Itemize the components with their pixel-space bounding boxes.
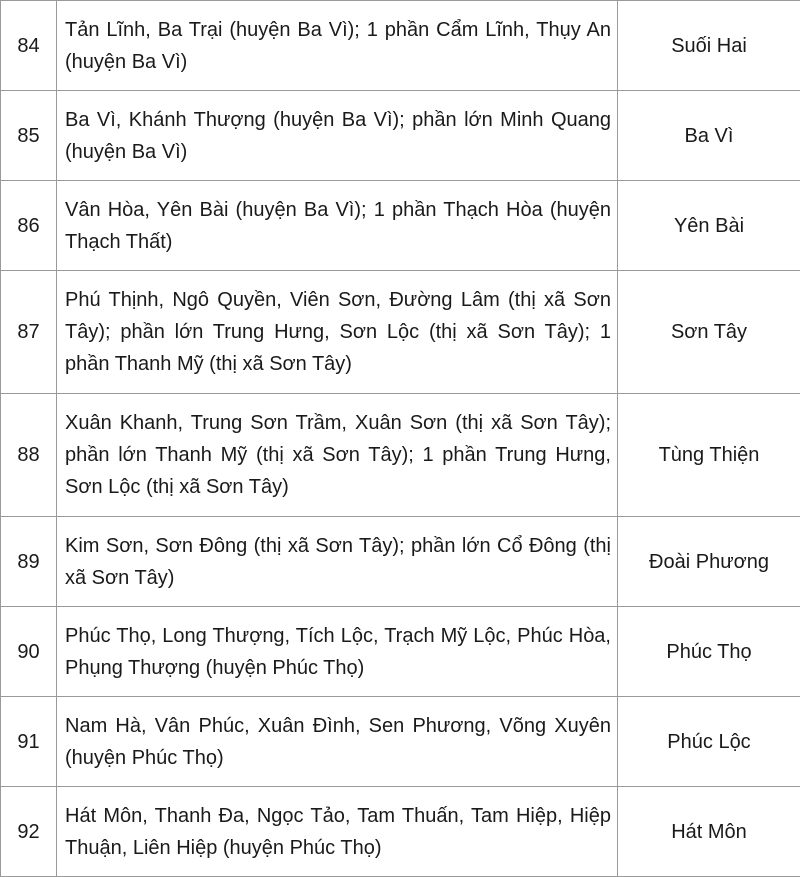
row-number: 84 xyxy=(1,1,57,91)
merged-areas: Xuân Khanh, Trung Sơn Trầm, Xuân Sơn (thị xã Sơn Tây); phần lớn Thanh Mỹ (thị xã Sơn Tây); 1 phần Trung Hưng, Sơn Lộc (thị xã Sơn Tây) xyxy=(57,394,618,517)
new-commune-name: Đoài Phương xyxy=(618,517,800,607)
new-commune-name: Sơn Tây xyxy=(618,271,800,394)
table-row xyxy=(1,607,800,697)
table-row xyxy=(1,394,800,517)
table-row xyxy=(1,271,800,394)
new-commune-name: Yên Bài xyxy=(618,181,800,271)
merged-areas: Ba Vì, Khánh Thượng (huyện Ba Vì); phần lớn Minh Quang (huyện Ba Vì) xyxy=(57,91,618,181)
table-row xyxy=(1,181,800,271)
table-row xyxy=(1,91,800,181)
new-commune-name: Phúc Thọ xyxy=(618,607,800,697)
table-row xyxy=(1,517,800,607)
table-row xyxy=(1,697,800,787)
new-commune-name: Ba Vì xyxy=(618,91,800,181)
merged-areas: Tản Lĩnh, Ba Trại (huyện Ba Vì); 1 phần Cẩm Lĩnh, Thụy An (huyện Ba Vì) xyxy=(57,1,618,91)
merged-areas: Vân Hòa, Yên Bài (huyện Ba Vì); 1 phần Thạch Hòa (huyện Thạch Thất) xyxy=(57,181,618,271)
new-commune-name: Hát Môn xyxy=(618,787,800,877)
row-number: 88 xyxy=(1,394,57,517)
row-number: 92 xyxy=(1,787,57,877)
row-number: 85 xyxy=(1,91,57,181)
row-number: 87 xyxy=(1,271,57,394)
row-number: 90 xyxy=(1,607,57,697)
row-number: 91 xyxy=(1,697,57,787)
merged-areas: Phú Thịnh, Ngô Quyền, Viên Sơn, Đường Lâm (thị xã Sơn Tây); phần lớn Trung Hưng, Sơn Lộc (thị xã Sơn Tây); 1 phần Thanh Mỹ (thị xã Sơn Tây) xyxy=(57,271,618,394)
merged-areas: Phúc Thọ, Long Thượng, Tích Lộc, Trạch Mỹ Lộc, Phúc Hòa, Phụng Thượng (huyện Phúc Thọ) xyxy=(57,607,618,697)
new-commune-name: Suối Hai xyxy=(618,1,800,91)
table-row xyxy=(1,787,800,877)
table-row xyxy=(1,1,800,91)
row-number: 86 xyxy=(1,181,57,271)
merged-areas: Nam Hà, Vân Phúc, Xuân Đình, Sen Phương, Võng Xuyên (huyện Phúc Thọ) xyxy=(57,697,618,787)
merged-areas: Kim Sơn, Sơn Đông (thị xã Sơn Tây); phần lớn Cổ Đông (thị xã Sơn Tây) xyxy=(57,517,618,607)
merged-areas: Hát Môn, Thanh Đa, Ngọc Tảo, Tam Thuấn, Tam Hiệp, Hiệp Thuận, Liên Hiệp (huyện Phúc Thọ) xyxy=(57,787,618,877)
row-number: 89 xyxy=(1,517,57,607)
new-commune-name: Phúc Lộc xyxy=(618,697,800,787)
new-commune-name: Tùng Thiện xyxy=(618,394,800,517)
